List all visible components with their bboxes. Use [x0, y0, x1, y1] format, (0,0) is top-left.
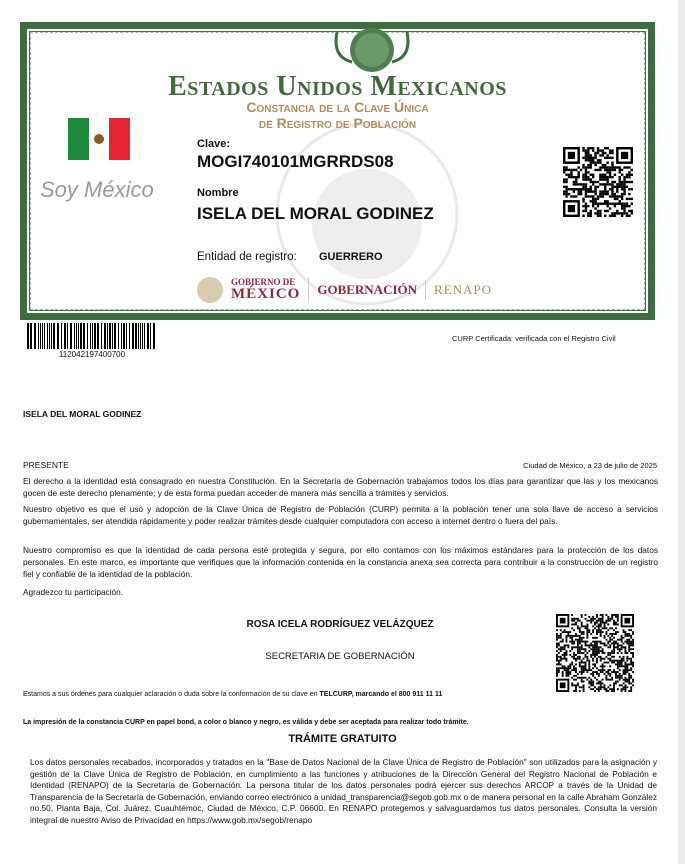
country-title: Estados Unidos Mexicanos — [168, 71, 507, 102]
paragraph-identity: El derecho a la identidad está consagrado en nuestra Constitución. En la Secretaría de Gobernación trabajamos todos los días para garantizar que las y los mexicanos gocen de este derecho plenamente; y de esta forma puedan acceder de manera más sencilla a trámites y servicios. — [23, 476, 658, 498]
barcode-number: 112042197400700 — [58, 350, 126, 359]
qr-code — [563, 147, 633, 217]
barcode — [27, 323, 157, 349]
signer-name: ROSA ICELA RODRÍGUEZ VELÁZQUEZ — [246, 619, 434, 630]
recipient-name: ISELA DEL MORAL GODINEZ — [23, 409, 142, 419]
logo-renapo: RENAPO — [434, 282, 493, 297]
clave-label: Clave: — [197, 138, 231, 150]
paragraph-thanks: Agradezco tu participación. — [23, 587, 124, 597]
validity-note: La impresión de la constancia CURP en papel bond, a color o blanco y negro, es válida y debe ser aceptada para realizar todo trámite. — [23, 719, 469, 726]
curp-value: MOGI740101MGRRDS08 — [197, 152, 394, 171]
logo-gobernacion: GOBERNACIÓN — [317, 282, 418, 297]
qr-code-signature — [556, 614, 634, 692]
contact-text: Estamos a sus órdenes para cualquier aclaración o duda sobre la conformación de su clave en — [23, 691, 320, 698]
contact-line — [23, 691, 442, 698]
gobierno-seal-icon — [197, 277, 223, 303]
signer-title: SECRETARIA DE GOBERNACIÓN — [265, 651, 415, 662]
free-procedure: TRÁMITE GRATUITO — [288, 733, 397, 745]
government-logos — [197, 277, 492, 303]
letter-date: Ciudad de México, a 23 de julio de 2025 — [523, 461, 657, 470]
telcurp-phone: TELCURP, marcando el 800 911 11 11 — [319, 691, 443, 698]
presente-label: PRESENTE — [23, 460, 69, 470]
nombre-label: Nombre — [197, 187, 239, 199]
document-subtitle-1: Constancia de la Clave Única — [246, 99, 429, 115]
logo-mexico: MÉXICO — [231, 286, 301, 302]
certified-note: CURP Certificada: verificada con el Registro Civil — [452, 334, 616, 343]
curp-certificate — [20, 22, 655, 320]
privacy-notice: Los datos personales recabados, incorporados y tratados en la "Base de Datos Nacional de la Clave Única de Registro de Población" son utilizados para la asignación y gestión de la Clave Única de Registro de Población, en cumplimiento a las funciones y atribuciones de la Dirección General del Registro Nacional de Población e Identidad (RENAPO) de la Secretaría de Gobernación. La persona titular de los datos personales podrá ejercer sus derechos ARCOP a través de la Unidad de Transparencia de la Secretaría de Gobernación, enviando correo electrónico a unidad_transparencia@segob.gob.mx o de manera personal en la calle Abraham González no.50, Planta Baja, Col. Juárez, Cuauhtémoc, Ciudad de México, C.P. 06600. En RENAPO protegemos y salvaguardamos tus datos personales. Consulta la versión integral de nuestro Aviso de Privacidad en https://www.gob.mx/segob/renapo — [30, 757, 657, 825]
nombre-value: ISELA DEL MORAL GODINEZ — [197, 204, 434, 223]
paragraph-objective: Nuestro objetivo es que el uso y adopción de la Clave Única de Registro de Población (CURP) permita a la población tener una sola llave de acceso a servicios gubernamentales, ser atendida rápidamente y poder realizar trámites desde cualquier computadora con acceso a internet dentro o fuera del país. — [23, 504, 658, 526]
logo-gobierno-de: GOBIERNO DE — [231, 277, 296, 287]
document-subtitle-2: de Registro de Población — [258, 115, 417, 131]
entidad-value: GUERRERO — [319, 251, 383, 263]
paragraph-commitment: Nuestro compromiso es que la identidad de cada persona esté protegida y segura, por ello contamos con los máximos estándares para la protección de los datos personales. En este marco, es importante que verifiques que la información contenida en la constancia anexa sea correcta para contribuir a la construcción de un registro fiel y confiable de la identidad de la población. — [23, 545, 658, 579]
entidad-label: Entidad de registro: — [197, 251, 297, 263]
mexico-flag-icon — [68, 118, 130, 160]
slogan: Soy México — [40, 177, 154, 202]
